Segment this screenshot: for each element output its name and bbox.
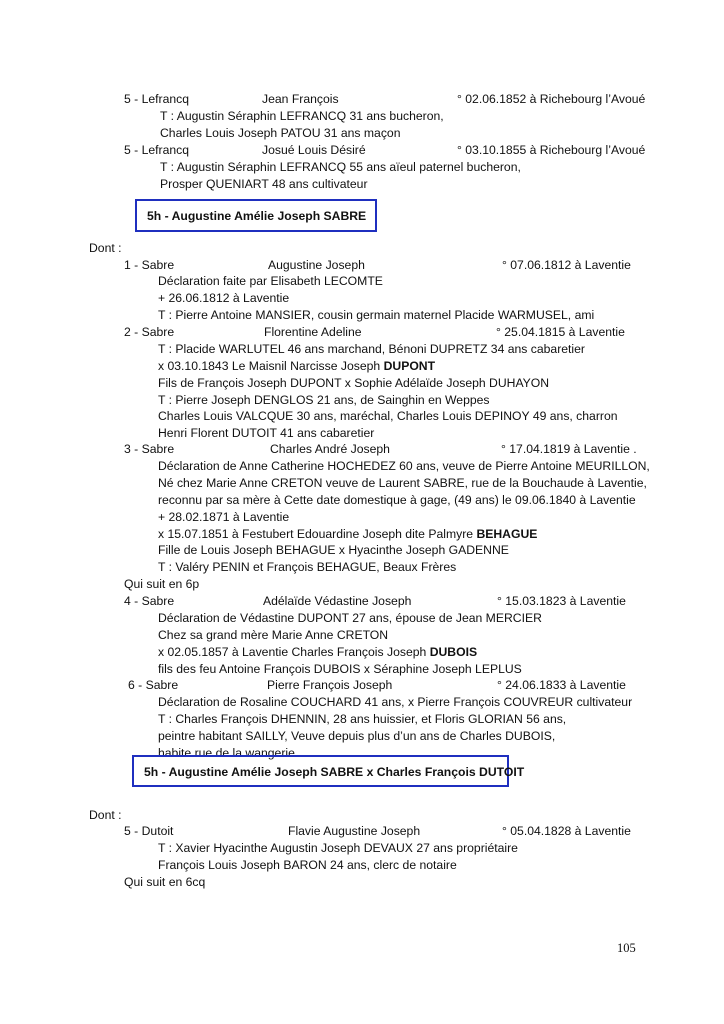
- entry-given-names: Adélaïde Védastine Joseph: [263, 594, 412, 608]
- line-text: reconnu par sa mère à Cette date domestique à gage, (49 ans) le 09.06.1840 à Laventie: [158, 493, 636, 507]
- entry-detail-line: [158, 695, 632, 710]
- entry-given-names: Flavie Augustine Joseph: [288, 824, 421, 838]
- entry-detail-line: [158, 611, 542, 626]
- line-text: habite rue de la wangerie: [158, 746, 295, 760]
- line-text: Henri Florent DUTOIT 41 ans cabaretier: [158, 426, 375, 440]
- line-text: + 28.02.1871 à Laventie: [158, 510, 290, 524]
- line-text: Charles Louis Joseph PATOU 31 ans maçon: [160, 126, 401, 140]
- line-text: fils des feu Antoine François DUBOIS x Séraphine Joseph LEPLUS: [158, 662, 522, 676]
- entry-number-name: 1 - Sabre: [124, 258, 175, 272]
- entry-detail-line: [158, 274, 383, 289]
- line-text: T : Charles François DHENNIN, 28 ans huissier, et Floris GLORIAN 56 ans,: [158, 712, 567, 726]
- entry-detail-line: [158, 543, 509, 558]
- page-number: 105: [617, 941, 636, 955]
- section-header-sabre-dutoit: 5h - Augustine Amélie Joseph SABRE x Charles François DUTOIT: [132, 755, 509, 787]
- entry-detail-line: [158, 308, 594, 323]
- entry-detail-line: [158, 493, 636, 508]
- entry-detail-line: [158, 459, 650, 474]
- entry-birth: ° 25.04.1815 à Laventie: [496, 325, 625, 339]
- entry-given-names: Florentine Adeline: [264, 325, 362, 339]
- entry-detail-line: [158, 729, 555, 744]
- dont-label: [89, 241, 122, 256]
- entry-given-names: Josué Louis Désiré: [262, 143, 366, 157]
- line-text: Déclaration de Rosaline COUCHARD 41 ans, x Pierre François COUVREUR cultivateur: [158, 695, 633, 709]
- entry-number-name: 2 - Sabre: [124, 325, 175, 339]
- entry-birth: ° 03.10.1855 à Richebourg l’Avoué: [457, 143, 646, 157]
- entry-detail-line: [158, 560, 456, 575]
- entry-number-name: 4 - Sabre: [124, 594, 175, 608]
- entry-detail-line: [158, 393, 490, 408]
- line-text: peintre habitant SAILLY, Veuve depuis plus d’un ans de Charles DUBOIS,: [158, 729, 556, 743]
- line-text: Fils de François Joseph DUPONT x Sophie Adélaïde Joseph DUHAYON: [158, 376, 550, 390]
- line-text: Dont :: [89, 808, 122, 822]
- entry-number-name: 5 - Dutoit: [124, 824, 174, 838]
- line-text: Chez sa grand mère Marie Anne CRETON: [158, 628, 389, 642]
- line-text: Qui suit en 6cq: [124, 875, 206, 889]
- entry-given-names: Jean François: [262, 92, 339, 106]
- continuation-note: [124, 577, 199, 592]
- line-text: Dont :: [89, 241, 122, 255]
- entry-detail-line: [160, 109, 444, 124]
- dont-label: [89, 808, 122, 823]
- line-text: T : Augustin Séraphin LEFRANCQ 31 ans bucheron,: [160, 109, 444, 123]
- entry-detail-line: [160, 177, 368, 192]
- line-text: Déclaration faite par Elisabeth LECOMTE: [158, 274, 383, 288]
- entry-number-name: 6 - Sabre: [128, 678, 179, 692]
- line-text: Qui suit en 6p: [124, 577, 200, 591]
- entry-given-names: Pierre François Joseph: [267, 678, 393, 692]
- line-text: François Louis Joseph BARON 24 ans, clerc de notaire: [158, 858, 457, 872]
- line-text: T : Augustin Séraphin LEFRANCQ 55 ans aïeul paternel bucheron,: [160, 160, 521, 174]
- entry-detail-line: [158, 342, 585, 357]
- entry-detail-line: [158, 527, 537, 542]
- entry-detail-line: [160, 160, 521, 175]
- entry-number-name: 5 - Lefrancq: [124, 92, 190, 106]
- line-text: Fille de Louis Joseph BEHAGUE x Hyacinthe Joseph GADENNE: [158, 543, 509, 557]
- entry-detail-line: [158, 712, 566, 727]
- entry-detail-line: [158, 628, 388, 643]
- entry-birth: ° 05.04.1828 à Laventie: [502, 824, 631, 838]
- continuation-note: [124, 875, 205, 890]
- entry-detail-line: [158, 645, 477, 660]
- spouse-surname: DUPONT: [383, 359, 436, 373]
- section-header-sabre: 5h - Augustine Amélie Joseph SABRE: [135, 199, 377, 232]
- entry-given-names: Charles André Joseph: [270, 442, 390, 456]
- entry-detail-line: [158, 841, 518, 856]
- line-text: Déclaration de Védastine DUPONT 27 ans, épouse de Jean MERCIER: [158, 611, 542, 625]
- entry-birth: ° 02.06.1852 à Richebourg l’Avoué: [457, 92, 646, 106]
- line-text: + 26.06.1812 à Laventie: [158, 291, 290, 305]
- line-text: T : Valéry PENIN et François BEHAGUE, Beaux Frères: [158, 560, 457, 574]
- spouse-surname: DUBOIS: [429, 645, 478, 659]
- line-text: x 03.10.1843 Le Maisnil Narcisse Joseph: [158, 359, 384, 373]
- entry-detail-line: [158, 858, 457, 873]
- entry-detail-line: [158, 662, 522, 677]
- entry-birth: ° 17.04.1819 à Laventie .: [501, 442, 637, 456]
- entry-birth: ° 15.03.1823 à Laventie: [497, 594, 626, 608]
- entry-detail-line: [158, 291, 289, 306]
- entry-detail-line: [158, 426, 374, 441]
- line-text: T : Pierre Antoine MANSIER, cousin germain maternel Placide WARMUSEL, ami: [158, 308, 595, 322]
- entry-detail-line: [158, 359, 435, 374]
- line-text: T : Pierre Joseph DENGLOS 21 ans, de Sainghin en Weppes: [158, 393, 490, 407]
- line-text: T : Placide WARLUTEL 46 ans marchand, Bénoni DUPRETZ 34 ans cabaretier: [158, 342, 585, 356]
- entry-given-names: Augustine Joseph: [268, 258, 365, 272]
- line-text: T : Xavier Hyacinthe Augustin Joseph DEVAUX 27 ans propriétaire: [158, 841, 518, 855]
- entry-detail-line: [160, 126, 401, 141]
- entry-detail-line: [158, 476, 647, 491]
- line-text: Charles Louis VALCQUE 30 ans, maréchal, Charles Louis DEPINOY 49 ans, charron: [158, 409, 618, 423]
- entry-detail-line: [158, 409, 618, 424]
- entry-birth: ° 07.06.1812 à Laventie: [502, 258, 631, 272]
- spouse-surname: BEHAGUE: [476, 527, 538, 541]
- entry-number-name: 5 - Lefrancq: [124, 143, 190, 157]
- line-text: x 02.05.1857 à Laventie Charles François Joseph: [158, 645, 430, 659]
- line-text: Déclaration de Anne Catherine HOCHEDEZ 60 ans, veuve de Pierre Antoine MEURILLON,: [158, 459, 650, 473]
- line-text: Prosper QUENIART 48 ans cultivateur: [160, 177, 368, 191]
- entry-detail-line: [158, 510, 289, 525]
- entry-number-name: 3 - Sabre: [124, 442, 175, 456]
- line-text: x 15.07.1851 à Festubert Edouardine Joseph dite Palmyre: [158, 527, 477, 541]
- line-text: Né chez Marie Anne CRETON veuve de Laurent SABRE, rue de la Bouchaude à Laventie,: [158, 476, 647, 490]
- entry-detail-line: [158, 376, 549, 391]
- entry-birth: ° 24.06.1833 à Laventie: [497, 678, 626, 692]
